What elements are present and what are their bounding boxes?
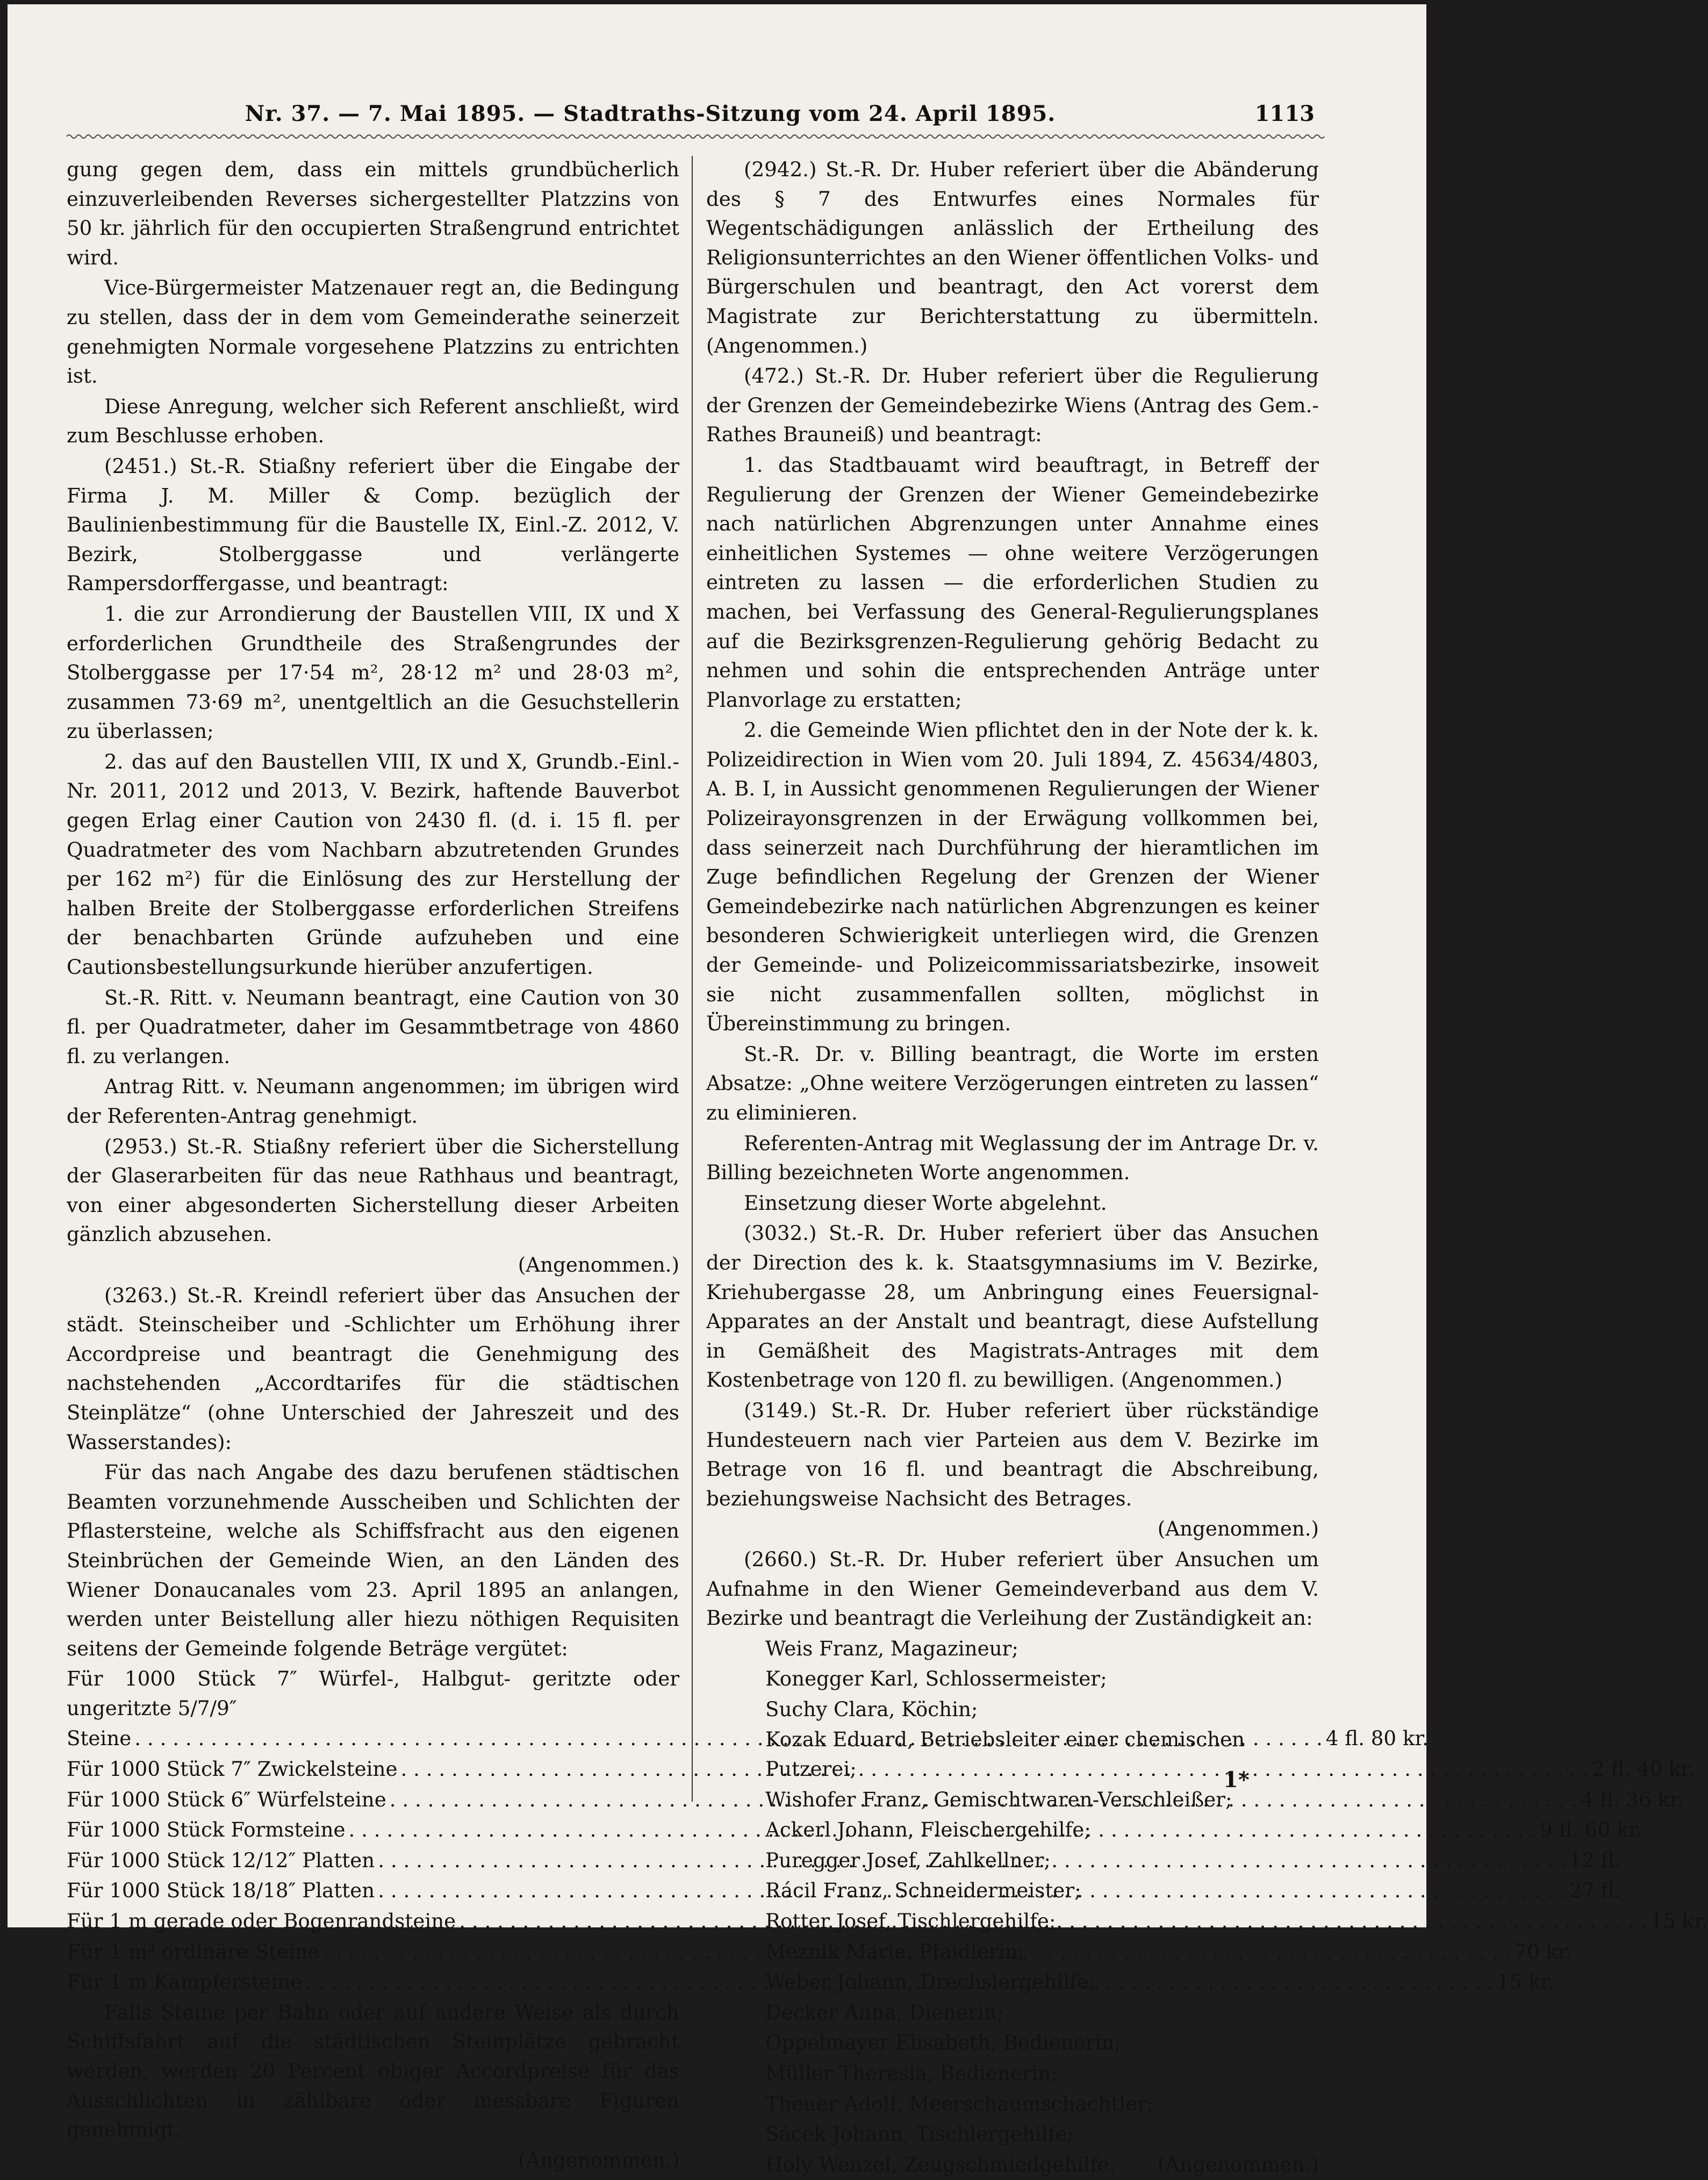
paragraph: (472.) St.-R. Dr. Huber referiert über die Regulierung der Grenzen der Gemeindebezirke Wiens (Antrag des Gem.-Rathes Brauneiß) und beantragt: [706,364,1319,447]
paragraph: (2660.) St.-R. Dr. Huber referiert über Ansuchen um Aufnahme in den Wiener Gemeindeverband aus dem V. Bezirke und beantragt die Verleihung der Zuständigkeit an: [706,1547,1319,1630]
tariff-intro: Für 1000 Stück 7″ Würfel-, Halbgut- geritzte oder ungeritzte 5/7/9″ [67,1667,679,1720]
tariff-price: 9 fl. 60 kr. [1539,1818,1643,1842]
list-item: Weis Franz, Magazineur; [765,1636,1018,1660]
wavy-rule [67,132,1321,141]
tariff-price: 4 fl. 80 kr. [1325,1726,1429,1751]
list-item: Oppelmayer Elisabeth, Bedienerin; [765,2031,1121,2055]
column-divider [692,156,693,1802]
list-item: Ackerl Johann, Fleischergehilfe; [765,1818,1091,1842]
paragraph: (3032.) St.-R. Dr. Huber referiert über das Ansuchen der Direction des k. k. Staatsgymnasiums im V. Bezirke, Kriehubergasse 28, um Anbringung eines Feuersignal-Apparates an der Anstalt und beantragt, diese Aufstellung in Gemäßheit des Magistrats-Antrages mit dem Kostenbetrage von 120 fl. zu bewilligen. (Angenommen.) [706,1221,1319,1392]
tariff-price: 4 fl. 36 kr. [1581,1787,1684,1811]
paragraph: (3263.) St.-R. Kreindl referiert über das Ansuchen der städt. Steinscheiber und -Schlichter um Erhöhung ihrer Accordpreise und beantragt die Genehmigung des nachstehenden „Accordtarifes für die städtischen Steinplätze“ (ohne Unterschied der Jahreszeit und des Wasserstandes): [67,1283,679,1454]
paragraph: St.-R. Ritt. v. Neumann beantragt, eine Caution von 30 fl. per Quadratmeter, daher im Gesammtbetrage von 4860 fl. zu verlangen. [67,985,679,1068]
status-label: (Angenommen.) [1157,2152,1319,2176]
list-item: Meznik Marie, Pfaidlerin; [765,1939,1025,1963]
paragraph: (2953.) St.-R. Stiaßny referiert über die Sicherstellung der Glaserarbeiten für das neue Rathhaus und beantragt, von einer abgesonderten Sicherstellung dieser Arbeiten gänzlich abzusehen. [67,1134,679,1246]
list-item: Sácek Johann, Tischlergehilfe; [765,2122,1074,2146]
tariff-label: Für 1000 Stück 12/12″ Platten [67,1848,375,1872]
list-item: Puregger Josef, Zahlkellner; [765,1848,1051,1872]
tariff-row [67,1724,1429,1753]
list-item: Suchy Clara, Köchin; [765,1697,978,1721]
list-item: Theuer Adolf, Meerschaumschachtler; [765,2091,1154,2116]
right-column [706,155,1319,2180]
paragraph: Antrag Ritt. v. Neumann angenommen; im übrigen wird der Referenten-Antrag genehmigt. [67,1074,679,1128]
page-header [72,101,1315,133]
status-label: (Angenommen.) [1157,1517,1319,1541]
tariff-label: Für 1 m Kämpfersteine [67,1970,303,1994]
status-label: (Angenommen.) [518,1252,679,1277]
header-title: Nr. 37. — 7. Mai 1895. — Stadtraths-Sitzung vom 24. April 1895. [245,101,1056,126]
tariff-label: Für 1 m gerade oder Bogenrandsteine [67,1909,456,1933]
paragraph: Für das nach Angabe des dazu berufenen städtischen Beamten vorzunehmende Ausscheiben und Schlichten der Pflastersteine, welche als Schiffsfracht aus den eigenen Steinbrüchen der Gemeinde Wien, an den Länden des Wiener Donaucanales vom 23. April 1895 an anlangen, werden unter Beistellung aller hiezu nöthigen Requisiten seitens der Gemeinde folgende Beträge vergütet: [67,1460,679,1660]
status-label: (Angenommen.) [518,2148,679,2172]
list-item: Müller Theresia, Bedienerin; [765,2061,1058,2085]
tariff-price: 15 kr. [1496,1970,1555,1994]
list-item: Rácil Franz, Schneidermeister; [765,1878,1081,1903]
list-item: Rotter Josef, Tischlergehilfe; [765,1909,1056,1933]
list-item: Wishofer Franz, Gemischtwaren-Verschleißer; [765,1787,1232,1811]
paragraph: 2. das auf den Baustellen VIII, IX und X, Grundb.-Einl.-Nr. 2011, 2012 und 2013, V. Bezirk, haftende Bauverbot gegen Erlag einer Caution von 2430 fl. (d. i. 15 fl. per Quadratmeter des vom Nachbarn abzutretenden Grundes per 162 m²) für die Einlösung des zur Herstellung der halben Breite der Stolberggasse erforderlichen Streifens der benachbarten Gründe aufzuheben und eine Cautionsbestellungsurkunde hierüber anzufertigen. [67,749,679,979]
paragraph: 2. die Gemeinde Wien pflichtet den in der Note der k. k. Polizeidirection in Wien vom 20. Juli 1894, Z. 45634/4803, A. B. I, in Aussicht genommenen Regulierungen der Wiener Polizeirayonsgrenzen in der Erwägung vollkommen bei, dass seinerzeit nach Durchführung der hieramtlichen im Zuge befindlichen Regelung der Grenzen der Wiener Gemeindebezirke nach natürlichen Abgrenzungen es keiner besonderen Schwierigkeit unterliegen wird, die Grenzen der Gemeinde- und Polizeicommissariatsbezirke, insoweit sie nicht zusammenfallen sollten, möglichst in Übereinstimmung zu bringen. [706,718,1319,1036]
tariff-price: 2 fl. 40 kr. [1591,1757,1695,1781]
paragraph: (2451.) St.-R. Stiaßny referiert über die Eingabe der Firma J. M. Miller & Comp. bezüglich der Baulinienbestimmung für die Baustelle IX, Einl.-Z. 2012, V. Bezirk, Stolberggasse und verlängerte Rampersdorffergasse, und beantragt: [67,454,679,596]
list-item: Konegger Karl, Schlossermeister; [765,1667,1107,1691]
paragraph: St.-R. Dr. v. Billing beantragt, die Worte im ersten Absatze: „Ohne weitere Verzögerungen eintreten zu lassen“ zu eliminieren. [706,1042,1319,1124]
tariff-label: Für 1000 Stück Formsteine [67,1818,346,1842]
tariff-label: Für 1000 Stück 18/18″ Platten [67,1878,375,1903]
list-item-text: Holy Wenzel, Zeugschmiedgehilfe. [765,2152,1116,2176]
tariff-label: Für 1000 Stück 6″ Würfelsteine [67,1787,386,1811]
paragraph: gung gegen dem, dass ein mittels grundbücherlich einzuverleibenden Reverses sichergestellter Platzzins von 50 kr. jährlich für den occupierten Straßengrund entrichtet wird. [67,157,679,269]
paragraph: Referenten-Antrag mit Weglassung der im Antrage Dr. v. Billing bezeichneten Worte angenommen. [706,1131,1319,1185]
paragraph: 1. die zur Arrondierung der Baustellen VIII, IX und X erforderlichen Grundtheile des Straßengrundes der Stolberggasse per 17·54 m², 28·12 m² und 28·03 m², zusammen 73·69 m², unentgeltlich an die Gesuchstellerin zu überlassen; [67,601,679,743]
names-list [706,1634,1319,2149]
footnote-mark: 1* [1223,1767,1250,1792]
page-number: 1113 [1254,101,1315,126]
tariff-label: Für 1 m³ ordinäre Steine [67,1939,320,1963]
tariff-price: 70 kr. [1514,1939,1572,1963]
paragraph: Diese Anregung, welcher sich Referent anschließt, wird zum Beschlusse erhoben. [67,394,679,448]
list-item [765,2150,1319,2179]
list-item: Kozak Eduard, Betriebsleiter einer chemischen Putzerei; [765,1727,1245,1781]
tariff-price: 15 kr. [1650,1909,1708,1933]
tariff-label: Für 1000 Stück 7″ Zwickelsteine [67,1757,398,1781]
paragraph: (3149.) St.-R. Dr. Huber referiert über rückständige Hundesteuern nach vier Parteien aus dem V. Bezirke im Betrage von 16 fl. und beantragt die Abschreibung, beziehungsweise Nachsicht des Betrages. [706,1398,1319,1510]
newspaper-page [8,4,1708,2176]
paragraph: Vice-Bürgermeister Matzenauer regt an, die Bedingung zu stellen, dass der in dem vom Gemeinderathe seinerzeit genehmigten Normale vorgesehene Platzzins zu entrichten ist. [67,276,679,388]
list-item: Weber Johann, Drechslergehilfe; [765,1970,1096,1994]
paragraph: (2942.) St.-R. Dr. Huber referiert über die Abänderung des § 7 des Entwurfes eines Normales für Wegentschädigungen anlässlich der Ertheilung des Religionsunterrichtes an den Wiener öffentlichen Volks- und Bürgerschulen und beantragt, den Act vorerst dem Magistrate zur Berichterstattung zu übermitteln. (Angenommen.) [706,157,1319,357]
tariff-price: 27 fl. [1569,1878,1621,1903]
paragraph: 1. das Stadtbauamt wird beauftragt, in Betreff der Regulierung der Grenzen der Wiener Gemeindebezirke nach natürlichen Abgrenzungen unter Annahme eines einheitlichen Systemes — ohne weitere Verzögerungen eintreten zu lassen — die erforderlichen Studien zu machen, bei Verfassung des General-Regulierungsplanes auf die Bezirksgrenzen-Regulierung gehörig Bedacht zu nehmen und sohin die entsprechenden Anträge unter Planvorlage zu erstatten; [706,453,1319,712]
paragraph: Einsetzung dieser Worte abgelehnt. [744,1191,1107,1215]
tariff-label: Steine [67,1726,132,1751]
list-item: Decker Anna, Dienerin; [765,2000,1004,2024]
paragraph: Falls Steine per Bahn oder auf andere Weise als durch Schiffsfahrt auf die städtischen Steinplätze gebracht werden, werden 20 Percent obiger Accordpreise für das Ausschlichten in zählbare oder messbare Figuren genehmigt. [67,2000,679,2142]
tariff-price: 12 fl. [1569,1848,1621,1872]
